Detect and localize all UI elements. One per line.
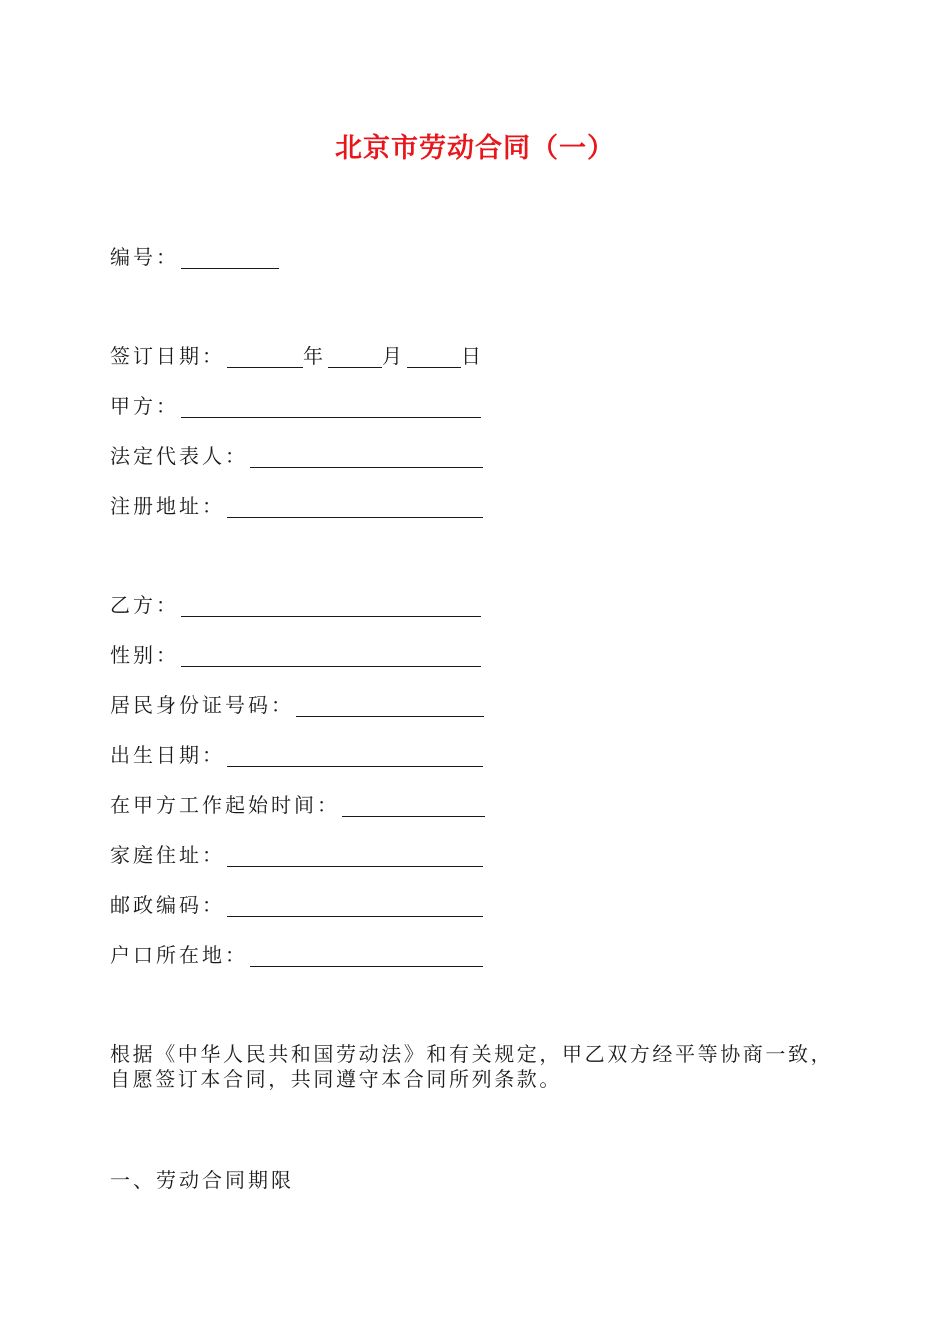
party-b-field[interactable] [181, 596, 481, 617]
sign-month-label: 月 [382, 344, 405, 368]
document-title: 北京市劳动合同（一） [335, 133, 615, 164]
start-time-field[interactable] [342, 796, 485, 817]
home-address-label: 家庭住址： [110, 843, 225, 867]
intro-line-2: 自愿签订本合同，共同遵守本合同所列条款。 [110, 1067, 562, 1091]
sign-day-field[interactable] [407, 347, 461, 368]
start-time-label: 在甲方工作起始时间： [110, 793, 340, 817]
birth-date-row [110, 743, 483, 767]
sign-date-label: 签订日期： [110, 344, 225, 368]
gender-field[interactable] [181, 646, 481, 667]
gender-label: 性别： [110, 643, 179, 667]
registered-address-label: 注册地址： [110, 494, 225, 518]
party-b-label: 乙方： [110, 593, 179, 617]
hukou-label: 户口所在地： [110, 943, 248, 967]
contract-number-label: 编号： [110, 245, 179, 269]
home-address-row [110, 843, 483, 867]
postcode-field[interactable] [227, 896, 483, 917]
party-a-field[interactable] [181, 397, 481, 418]
gender-row [110, 643, 481, 667]
registered-address-row [110, 494, 483, 518]
postcode-row [110, 893, 483, 917]
id-number-label: 居民身份证号码： [110, 693, 294, 717]
intro-paragraph [110, 1042, 840, 1092]
home-address-field[interactable] [227, 846, 483, 867]
contract-number-row [110, 245, 279, 269]
sign-year-label: 年 [303, 344, 326, 368]
id-number-field[interactable] [296, 696, 484, 717]
section-heading-term: 一、劳动合同期限 [110, 1168, 294, 1192]
registered-address-field[interactable] [227, 497, 483, 518]
party-a-row [110, 394, 481, 418]
party-a-label: 甲方： [110, 394, 179, 418]
legal-rep-field[interactable] [250, 447, 483, 468]
hukou-field[interactable] [250, 946, 483, 967]
sign-date-row [110, 344, 484, 368]
birth-date-field[interactable] [227, 746, 483, 767]
start-time-row [110, 793, 485, 817]
legal-rep-row [110, 444, 483, 468]
intro-line-1: 根据《中华人民共和国劳动法》和有关规定，甲乙双方经平等协商一致， [110, 1042, 834, 1066]
hukou-row [110, 943, 483, 967]
id-number-row [110, 693, 484, 717]
sign-month-field[interactable] [328, 347, 382, 368]
sign-day-label: 日 [461, 344, 484, 368]
sign-year-field[interactable] [227, 347, 303, 368]
birth-date-label: 出生日期： [110, 743, 225, 767]
legal-rep-label: 法定代表人： [110, 444, 248, 468]
contract-number-field[interactable] [181, 248, 279, 269]
party-b-row [110, 593, 481, 617]
postcode-label: 邮政编码： [110, 893, 225, 917]
